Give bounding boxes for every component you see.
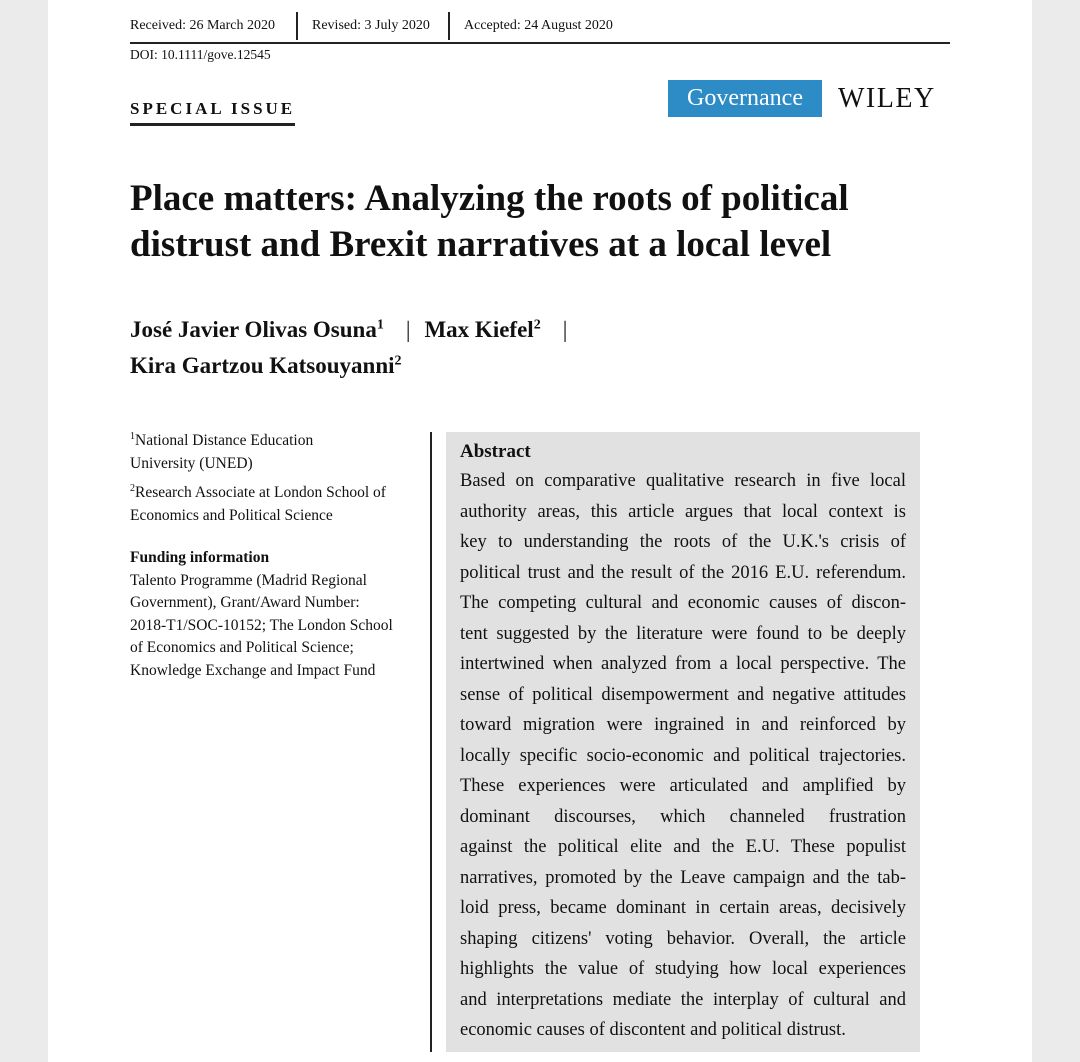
funding-line: of Economics and Political Science; <box>130 639 354 656</box>
abstract-line: key to understanding the roots of the U.K.'s crisis of <box>460 532 906 552</box>
abstract-line: dominant discourses, which channeled frustration <box>460 806 906 827</box>
abstract-line: These experiences were articulated and amplified by <box>460 776 906 796</box>
abstract-line: toward migration were ingrained in and reinforced by <box>460 715 906 735</box>
funding-text <box>130 570 420 683</box>
funding-line: 2018-T1/SOC-10152; The London School <box>130 616 393 634</box>
funding-line: Talento Programme (Madrid Regional <box>130 571 367 589</box>
affiliation-number: 1 <box>130 430 135 442</box>
abstract-line: Based on comparative qualitative research in five local <box>460 471 906 491</box>
abstract-line: sense of political disempowerment and negative attitudes <box>460 684 906 705</box>
author-name[interactable]: José Javier Olivas Osuna <box>130 317 377 342</box>
sidebar-info <box>130 430 420 682</box>
title-line: distrust and Brexit narratives at a local level <box>130 224 832 265</box>
abstract-line: and interpretations mediate the interplay of cultural and <box>460 989 906 1010</box>
abstract-line: narratives, promoted by the Leave campaign and the tab- <box>460 867 906 888</box>
affiliation-marker: 1 <box>376 317 384 333</box>
column-divider <box>430 432 432 1052</box>
date-divider <box>448 12 450 40</box>
article-title <box>130 176 950 268</box>
doi-link[interactable]: DOI: 10.1111/gove.12545 <box>130 47 271 62</box>
affiliation-text: National Distance Education <box>135 432 314 449</box>
affiliation-marker: 2 <box>533 317 541 333</box>
journal-logo: Governance <box>668 80 822 117</box>
abstract-line: highlights the value of studying how local experiences <box>460 959 906 979</box>
publisher-logo: WILEY <box>838 83 936 114</box>
section-label: SPECIAL ISSUE <box>130 99 295 126</box>
author-name[interactable]: Kira Gartzou Katsouyanni <box>130 353 395 378</box>
article-page <box>48 0 1032 1062</box>
affiliation-number: 2 <box>130 482 135 494</box>
affiliation-text: University (UNED) <box>130 454 253 472</box>
author-list <box>130 312 950 384</box>
abstract-line: against the political elite and the E.U. These populist <box>460 837 906 857</box>
funding-line: Government), Grant/Award Number: <box>130 594 360 611</box>
abstract-line: shaping citizens' voting behavior. Overall, the article <box>460 928 906 949</box>
affiliation-2 <box>130 482 420 527</box>
accepted-date: Accepted: 24 August 2020 <box>464 18 613 33</box>
abstract-line: economic causes of discontent and political distrust. <box>460 1020 846 1040</box>
funding-line: Knowledge Exchange and Impact Fund <box>130 661 376 679</box>
affiliation-text: Research Associate at London School of <box>135 484 386 501</box>
received-date: Received: 26 March 2020 <box>130 18 276 33</box>
author-name[interactable]: Max Kiefel <box>424 317 534 342</box>
revised-date: Revised: 3 July 2020 <box>312 18 430 33</box>
publication-dates-bar <box>130 12 950 44</box>
abstract-line: authority areas, this article argues that local context is <box>460 501 906 522</box>
affiliation-marker: 2 <box>394 353 402 369</box>
abstract-text <box>460 466 906 1046</box>
abstract-line: political trust and the result of the 2016 E.U. referendum. <box>460 562 906 583</box>
affiliation-text: Economics and Political Science <box>130 506 333 524</box>
abstract-line: locally specific socio-economic and political trajectories. <box>460 745 906 766</box>
abstract-line: loid press, became dominant in certain areas, decisively <box>460 898 906 918</box>
funding-heading: Funding information <box>130 549 270 566</box>
abstract-line: intertwined when analyzed from a local perspective. The <box>460 654 906 674</box>
title-line: Place matters: Analyzing the roots of political <box>130 178 849 219</box>
abstract-heading: Abstract <box>460 441 531 462</box>
abstract-line: The competing cultural and economic causes of discon- <box>460 593 906 613</box>
author-separator: | <box>562 317 568 342</box>
abstract-line: tent suggested by the literature were found to be deeply <box>460 623 906 644</box>
author-separator: | <box>405 317 411 342</box>
affiliation-1 <box>130 430 420 475</box>
abstract-box <box>446 432 920 1052</box>
date-divider <box>296 12 298 40</box>
